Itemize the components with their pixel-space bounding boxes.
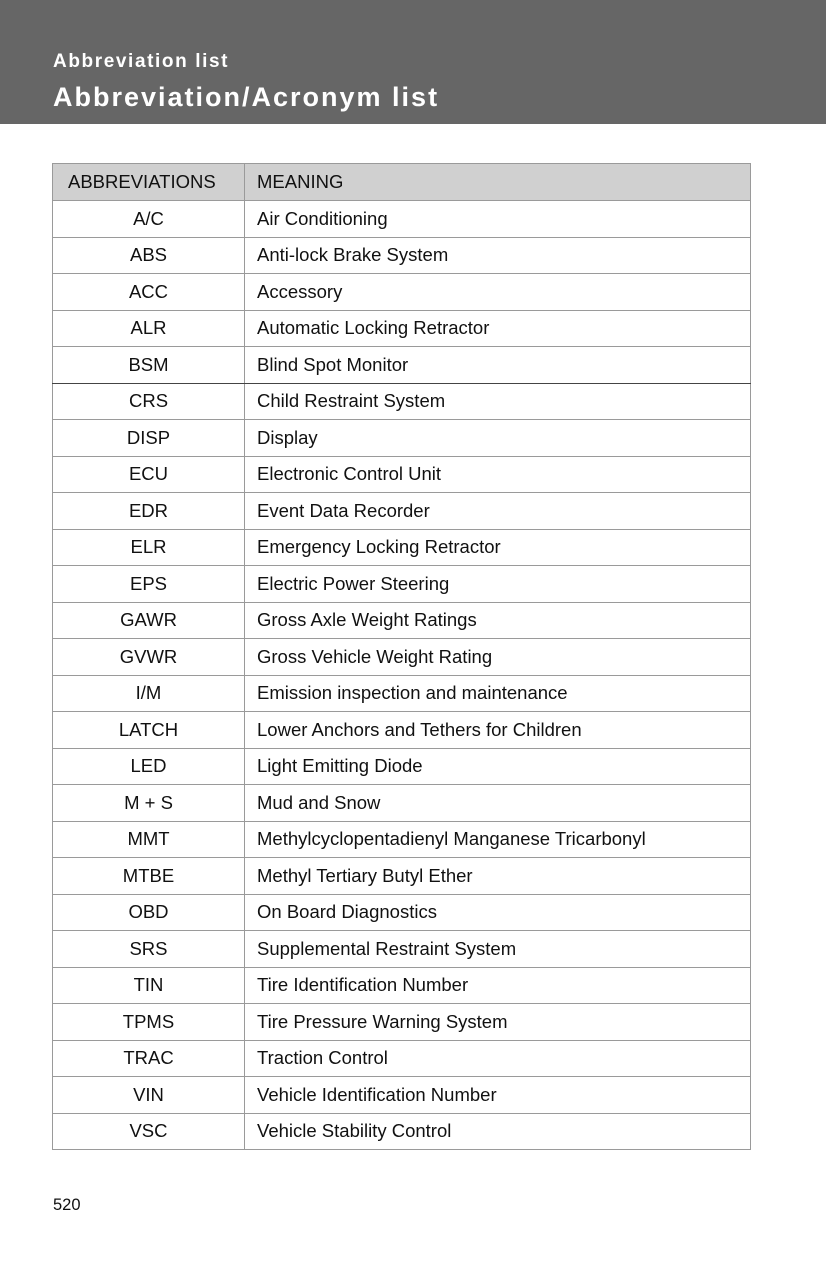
table-row bbox=[53, 785, 751, 822]
abbreviation-cell: SRS bbox=[53, 931, 245, 968]
abbreviation-cell: GAWR bbox=[53, 602, 245, 639]
meaning-cell: Supplemental Restraint System bbox=[245, 931, 751, 968]
meaning-cell: Light Emitting Diode bbox=[245, 748, 751, 785]
table-row bbox=[53, 310, 751, 347]
table-row bbox=[53, 1113, 751, 1150]
table-header-row bbox=[53, 164, 751, 201]
abbreviation-cell: EPS bbox=[53, 566, 245, 603]
meaning-cell: Tire Identification Number bbox=[245, 967, 751, 1004]
abbreviation-cell: TIN bbox=[53, 967, 245, 1004]
table-row bbox=[53, 347, 751, 384]
table-row bbox=[53, 894, 751, 931]
abbreviation-cell: CRS bbox=[53, 383, 245, 420]
table-row bbox=[53, 456, 751, 493]
section-label: Abbreviation list bbox=[53, 51, 230, 72]
table-row bbox=[53, 274, 751, 311]
abbreviation-cell: DISP bbox=[53, 420, 245, 457]
meaning-cell: Emergency Locking Retractor bbox=[245, 529, 751, 566]
abbreviation-cell: TPMS bbox=[53, 1004, 245, 1041]
meaning-cell: Gross Axle Weight Ratings bbox=[245, 602, 751, 639]
abbreviation-cell: BSM bbox=[53, 347, 245, 384]
table-row bbox=[53, 1040, 751, 1077]
abbreviation-cell: VSC bbox=[53, 1113, 245, 1150]
table-row bbox=[53, 931, 751, 968]
meaning-cell: Child Restraint System bbox=[245, 383, 751, 420]
page-number: 520 bbox=[53, 1196, 81, 1214]
abbreviation-cell: GVWR bbox=[53, 639, 245, 676]
abbreviation-cell: ELR bbox=[53, 529, 245, 566]
meaning-cell: Gross Vehicle Weight Rating bbox=[245, 639, 751, 676]
table-row bbox=[53, 201, 751, 238]
abbreviation-cell: OBD bbox=[53, 894, 245, 931]
table-row bbox=[53, 748, 751, 785]
meaning-cell: Mud and Snow bbox=[245, 785, 751, 822]
abbreviation-cell: VIN bbox=[53, 1077, 245, 1114]
abbreviation-cell: MMT bbox=[53, 821, 245, 858]
table-row bbox=[53, 1004, 751, 1041]
meaning-cell: Tire Pressure Warning System bbox=[245, 1004, 751, 1041]
abbreviation-cell: I/M bbox=[53, 675, 245, 712]
meaning-cell: On Board Diagnostics bbox=[245, 894, 751, 931]
meaning-cell: Lower Anchors and Tethers for Children bbox=[245, 712, 751, 749]
table-row bbox=[53, 493, 751, 530]
table-row bbox=[53, 566, 751, 603]
abbreviation-cell: ACC bbox=[53, 274, 245, 311]
table-row bbox=[53, 639, 751, 676]
table-row bbox=[53, 858, 751, 895]
column-header-abbreviations: ABBREVIATIONS bbox=[53, 164, 245, 201]
header-band bbox=[0, 0, 826, 124]
meaning-cell: Accessory bbox=[245, 274, 751, 311]
abbreviation-cell: TRAC bbox=[53, 1040, 245, 1077]
table-row bbox=[53, 1077, 751, 1114]
meaning-cell: Display bbox=[245, 420, 751, 457]
table-row bbox=[53, 712, 751, 749]
table-row bbox=[53, 967, 751, 1004]
table-row bbox=[53, 237, 751, 274]
abbreviation-cell: ABS bbox=[53, 237, 245, 274]
abbreviation-cell: MTBE bbox=[53, 858, 245, 895]
meaning-cell: Air Conditioning bbox=[245, 201, 751, 238]
meaning-cell: Electric Power Steering bbox=[245, 566, 751, 603]
table-row bbox=[53, 821, 751, 858]
abbreviation-cell: A/C bbox=[53, 201, 245, 238]
table-row bbox=[53, 383, 751, 420]
meaning-cell: Emission inspection and maintenance bbox=[245, 675, 751, 712]
column-header-meaning: MEANING bbox=[245, 164, 751, 201]
meaning-cell: Vehicle Identification Number bbox=[245, 1077, 751, 1114]
meaning-cell: Traction Control bbox=[245, 1040, 751, 1077]
table-row bbox=[53, 675, 751, 712]
table-row bbox=[53, 420, 751, 457]
abbreviation-table bbox=[52, 163, 751, 1150]
meaning-cell: Vehicle Stability Control bbox=[245, 1113, 751, 1150]
meaning-cell: Methylcyclopentadienyl Manganese Tricarbonyl bbox=[245, 821, 751, 858]
abbreviation-cell: LATCH bbox=[53, 712, 245, 749]
meaning-cell: Methyl Tertiary Butyl Ether bbox=[245, 858, 751, 895]
page-title: Abbreviation/Acronym list bbox=[53, 82, 440, 112]
abbreviation-cell: EDR bbox=[53, 493, 245, 530]
abbreviation-cell: ALR bbox=[53, 310, 245, 347]
table-body bbox=[53, 201, 751, 1150]
abbreviation-cell: LED bbox=[53, 748, 245, 785]
meaning-cell: Anti-lock Brake System bbox=[245, 237, 751, 274]
meaning-cell: Blind Spot Monitor bbox=[245, 347, 751, 384]
table-row bbox=[53, 529, 751, 566]
abbreviation-cell: M + S bbox=[53, 785, 245, 822]
table-row bbox=[53, 602, 751, 639]
meaning-cell: Electronic Control Unit bbox=[245, 456, 751, 493]
meaning-cell: Automatic Locking Retractor bbox=[245, 310, 751, 347]
meaning-cell: Event Data Recorder bbox=[245, 493, 751, 530]
abbreviation-cell: ECU bbox=[53, 456, 245, 493]
